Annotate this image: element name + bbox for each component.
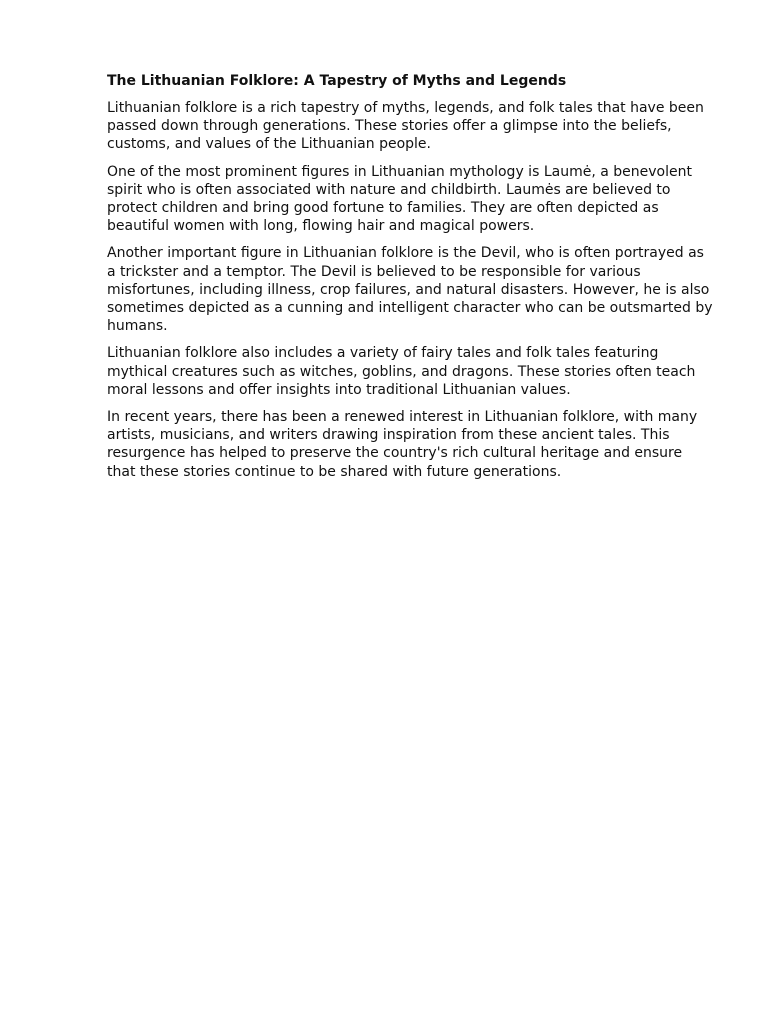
document-title: The Lithuanian Folklore: A Tapestry of Myths and Legends — [107, 73, 567, 89]
paragraph-fairy-tales: Lithuanian folklore also includes a variety of fairy tales and folk tales featuring mythical creatures such as witches, goblins, and dragons. These stories often teach moral lessons and offer insights into traditional Lithuanian values. — [107, 345, 696, 398]
paragraph-laume: One of the most prominent figures in Lithuanian mythology is Laumė, a benevolent spirit who is often associated with nature and childbirth. Laumės are believed to protect children and bring good fortune to families. They are often depicted as beautiful women with long, flowing hair and magical powers. — [107, 163, 692, 235]
paragraph-intro: Lithuanian folklore is a rich tapestry of myths, legends, and folk tales that have been passed down through generations. These stories offer a glimpse into the beliefs, customs, and values of the Lithuanian people. — [107, 100, 704, 153]
paragraph-recent-interest: In recent years, there has been a renewed interest in Lithuanian folklore, with many artists, musicians, and writers drawing inspiration from these ancient tales. This resurgence has helped to preserve the country's rich cultural heritage and ensure that these stories continue to be shared with future generations. — [107, 409, 698, 480]
paragraph-devil: Another important figure in Lithuanian folklore is the Devil, who is often portrayed as a trickster and a temptor. The Devil is believed to be responsible for various misfortunes, including illness, crop failures, and natural disasters. However, he is also sometimes depicted as a cunning and intelligent character who can be outsmarted by humans. — [107, 245, 713, 335]
